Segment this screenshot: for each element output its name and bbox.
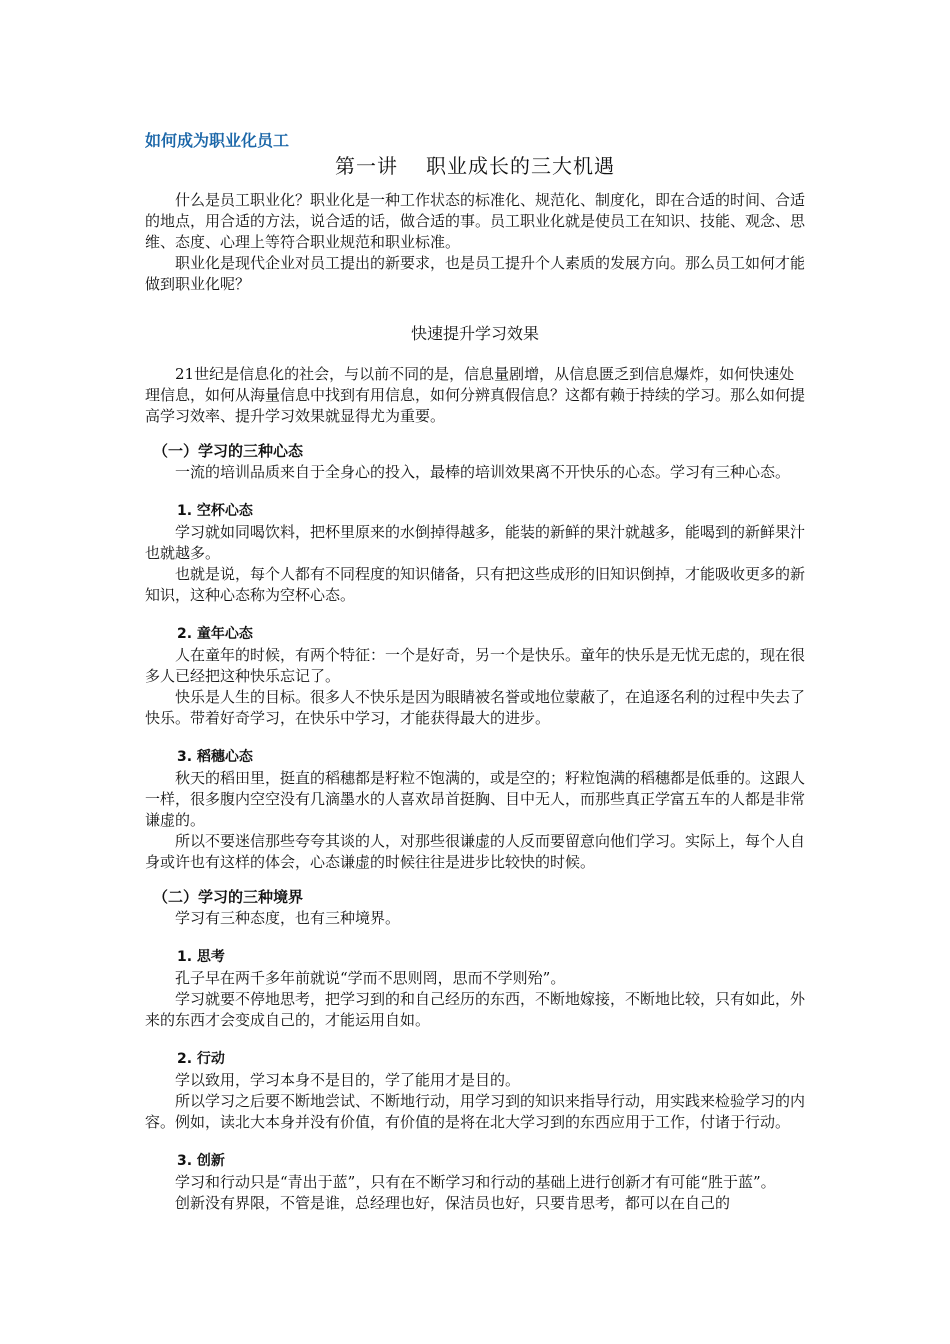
body-paragraph: 创新没有界限，不管是谁，总经理也好，保洁员也好，只要肯思考，都可以在自己的 [175,1194,731,1212]
body-paragraph: 学习就要不停地思考，把学习到的和自己经历的东西，不断地嫁接，不断地比较，只有如此，外来的东西才会变成自己的，才能运用自如。 [145,990,806,1029]
body-paragraph: 人在童年的时候，有两个特征：一个是好奇，另一个是快乐。童年的快乐是无忧无虑的，现在很多人已经把这种快乐忘记了。 [145,646,806,685]
body-paragraph: 所以学习之后要不断地尝试、不断地行动，用学习到的知识来指导行动，用实践来检验学习的内容。例如，读北大本身并没有价值，有价值的是将在北大学习到的东西应用于工作，付诸于行动。 [145,1092,806,1131]
document-header-link[interactable]: 如何成为职业化员工 [145,131,290,150]
body-paragraph: 学习和行动只是“青出于蓝”，只有在不断学习和行动的基础上进行创新才有可能“胜于蓝”。 [175,1173,776,1191]
part2-title: （二）学习的三种境界 [153,888,304,906]
part2-intro: 学习有三种态度，也有三种境界。 [175,909,401,927]
part1-title: （一）学习的三种心态 [153,442,304,460]
part1-item2-title: 2. 童年心态 [177,626,253,642]
body-paragraph: 学习就如同喝饮料，把杯里原来的水倒掉得越多，能装的新鲜的果汁就越多，能喝到的新鲜果汁也就越多。 [145,523,806,562]
section-intro: 21世纪是信息化的社会，与以前不同的是，信息量剧增，从信息匮乏到信息爆炸，如何快速处理信息，如何从海量信息中找到有用信息，如何分辨真假信息？这都有赖于持续的学习。那么如何提高学习效率、提升学习效果就显得尤为重要。 [145,365,806,425]
intro-paragraph: 什么是员工职业化？职业化是一种工作状态的标准化、规范化、制度化，即在合适的时间、合适的地点，用合适的方法，说合适的话，做合适的事。员工职业化就是使员工在知识、技能、观念、思维、态度、心理上等符合职业规范和职业标准。 [145,191,806,251]
lecture-title [0,150,950,179]
lecture-number: 第一讲 [335,154,398,178]
part2-item2-title: 2. 行动 [177,1051,225,1067]
body-paragraph: 孔子早在两千多年前就说“学而不思则罔，思而不学则殆”。 [175,969,566,987]
body-paragraph: 也就是说，每个人都有不同程度的知识储备，只有把这些成形的旧知识倒掉，才能吸收更多的新知识，这种心态称为空杯心态。 [145,565,806,604]
part1-intro: 一流的培训品质来自于全身心的投入，最棒的培训效果离不开快乐的心态。学习有三种心态。 [175,463,791,481]
body-paragraph: 所以不要迷信那些夸夸其谈的人，对那些很谦虚的人反而要留意向他们学习。实际上，每个人自身或许也有这样的体会，心态谦虚的时候往往是进步比较快的时候。 [145,832,806,871]
section-title: 快速提升学习效果 [410,324,539,343]
body-paragraph: 学以致用，学习本身不是目的，学了能用才是目的。 [175,1071,521,1089]
document-body [145,190,805,1214]
part2-item1-title: 1. 思考 [177,949,225,965]
part1-item1-title: 1. 空杯心态 [177,503,253,519]
body-paragraph: 快乐是人生的目标。很多人不快乐是因为眼睛被名誉或地位蒙蔽了，在追逐名利的过程中失去了快乐。带着好奇学习，在快乐中学习，才能获得最大的进步。 [145,688,806,727]
part2-item3-title: 3. 创新 [177,1153,225,1169]
lecture-name: 职业成长的三大机遇 [426,154,615,178]
part1-item3-title: 3. 稻穗心态 [177,749,253,765]
intro-paragraph: 职业化是现代企业对员工提出的新要求，也是员工提升个人素质的发展方向。那么员工如何才能做到职业化呢？ [145,254,806,293]
body-paragraph: 秋天的稻田里，挺直的稻穗都是籽粒不饱满的，或是空的；籽粒饱满的稻穗都是低垂的。这跟人一样，很多腹内空空没有几滴墨水的人喜欢昂首挺胸、目中无人，而那些真正学富五车的人都是非常谦虚的。 [145,769,806,829]
